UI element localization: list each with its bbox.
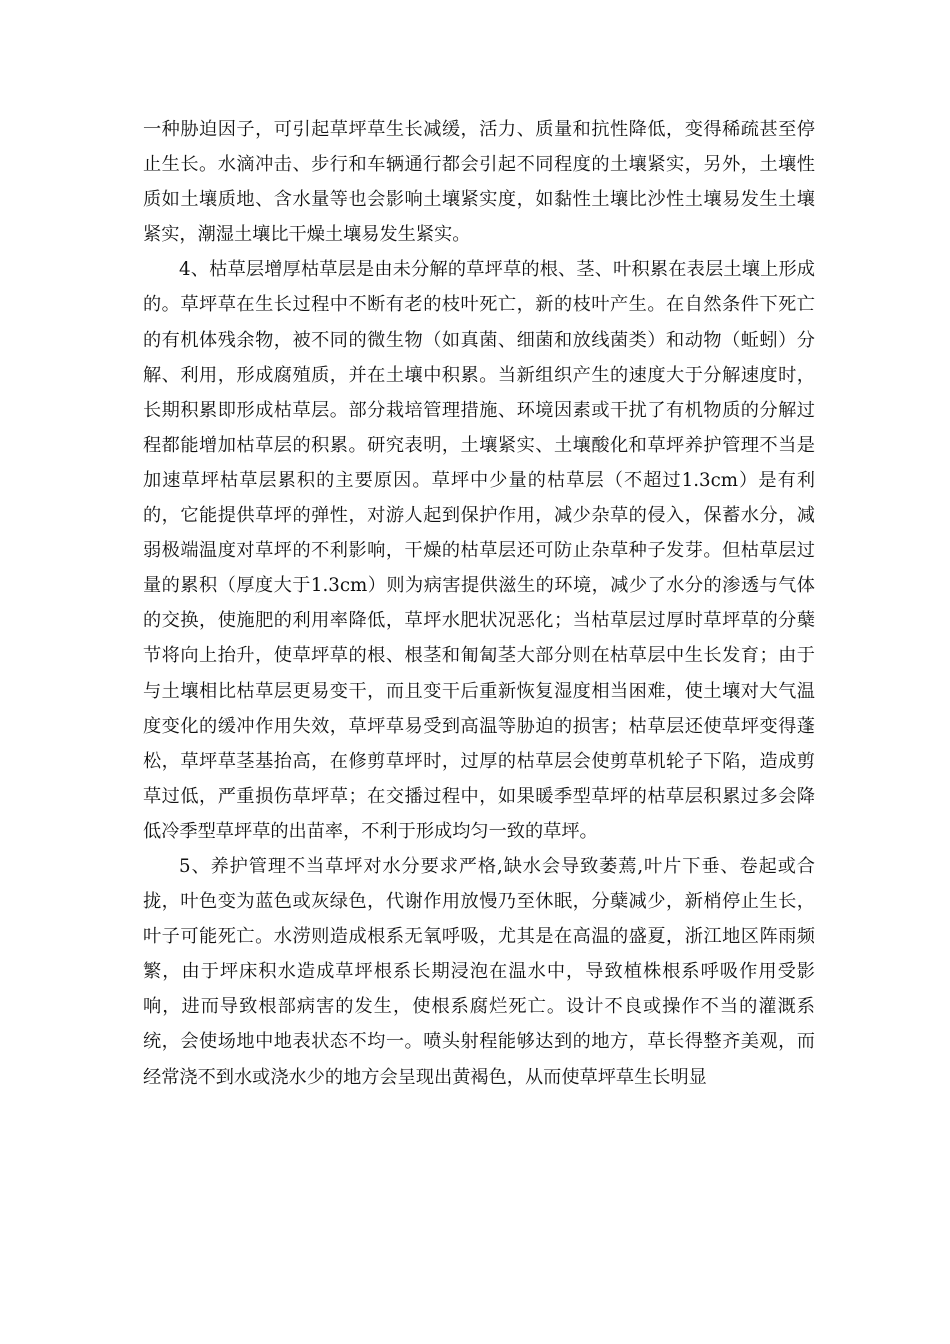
body-text [143, 112, 815, 1095]
paragraph-soil-compaction-continued: 一种胁迫因子，可引起草坪草生长减缓，活力、质量和抗性降低，变得稀疏甚至停止生长。水滴冲击、步行和车辆通行都会引起不同程度的土壤紧实，另外，土壤性质如土壤质地、含水量等也会影响土壤紧实度，如黏性土壤比沙性土壤易发生土壤紧实，潮湿土壤比干燥土壤易发生紧实。 [143, 119, 815, 246]
paragraph-improper-maintenance: 5、养护管理不当草坪对水分要求严格,缺水会导致萎蔫,叶片下垂、卷起或合拢，叶色变为蓝色或灰绿色，代谢作用放慢乃至休眠，分蘖减少，新梢停止生长，叶子可能死亡。水涝则造成根系无氧呼吸，尤其是在高温的盛夏，浙江地区阵雨频繁，由于坪床积水造成草坪根系长期浸泡在温水中，导致植株根系呼吸作用受影响，进而导致根部病害的发生，使根系腐烂死亡。设计不良或操作不当的灌溉系统，会使场地中地表状态不均一。喷头射程能够达到的地方，草长得整齐美观，而经常浇不到水或浇水少的地方会呈现出黄褐色，从而使草坪草生长明显 [143, 855, 815, 1088]
paragraph-thatch-layer: 4、枯草层增厚枯草层是由未分解的草坪草的根、茎、叶积累在表层土壤上形成的。草坪草在生长过程中不断有老的枝叶死亡，新的枝叶产生。在自然条件下死亡的有机体残余物，被不同的微生物（如真菌、细菌和放线菌类）和动物（蚯蚓）分解、利用，形成腐殖质，并在土壤中积累。当新组织产生的速度大于分解速度时，长期积累即形成枯草层。部分栽培管理措施、环境因素或干扰了有机物质的分解过程都能增加枯草层的积累。研究表明，土壤紧实、土壤酸化和草坪养护管理不当是加速草坪枯草层累积的主要原因。草坪中少量的枯草层（不超过1.3cm）是有利的，它能提供草坪的弹性，对游人起到保护作用，减少杂草的侵入，保蓄水分，减弱极端温度对草坪的不利影响，干燥的枯草层还可防止杂草种子发芽。但枯草层过量的累积（厚度大于1.3cm）则为病害提供滋生的环境，减少了水分的渗透与气体的交换，使施肥的利用率降低，草坪水肥状况恶化；当枯草层过厚时草坪草的分蘖节将向上抬升，使草坪草的根、根茎和匍匐茎大部分则在枯草层中生长发育；由于与土壤相比枯草层更易变干，而且变干后重新恢复湿度相当困难，使土壤对大气温度变化的缓冲作用失效，草坪草易受到高温等胁迫的损害；枯草层还使草坪变得蓬松，草坪草茎基抬高，在修剪草坪时，过厚的枯草层会使剪草机轮子下陷，造成剪草过低，严重损伤草坪草；在交播过程中，如果暖季型草坪的枯草层积累过多会降低冷季型草坪草的出苗率，不利于形成均匀一致的草坪。 [143, 259, 815, 842]
